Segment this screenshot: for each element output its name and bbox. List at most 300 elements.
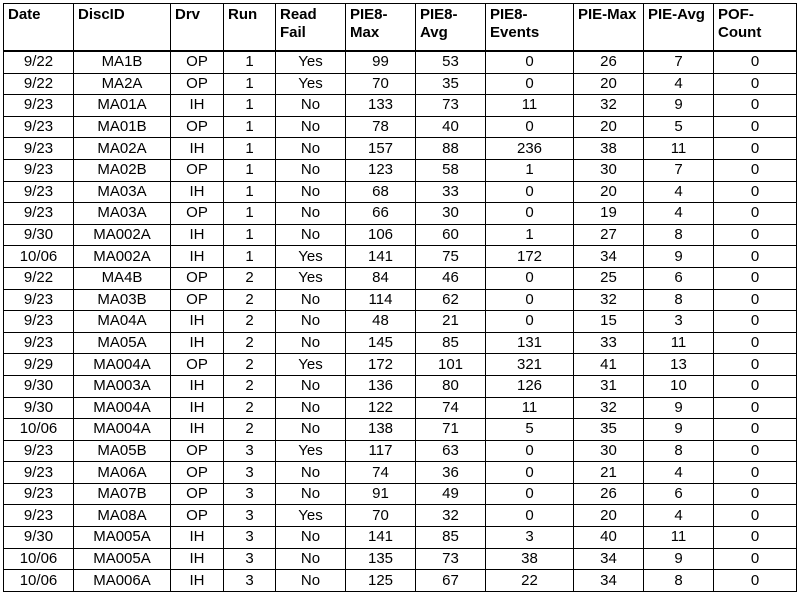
cell-pie8-events: 11: [486, 95, 574, 117]
cell-pie-max: 30: [574, 440, 644, 462]
cell-discid: MA02A: [74, 138, 171, 160]
cell-discid: MA1B: [74, 51, 171, 73]
cell-pie8-events: 321: [486, 354, 574, 376]
cell-pie8-max: 138: [346, 419, 416, 441]
cell-pof-count: 0: [714, 354, 797, 376]
header-drv: Drv: [171, 4, 224, 52]
cell-run: 2: [224, 267, 276, 289]
cell-drv: IH: [171, 332, 224, 354]
cell-pie8-avg: 67: [416, 570, 486, 592]
cell-pie-avg: 9: [644, 548, 714, 570]
cell-discid: MA01A: [74, 95, 171, 117]
cell-pie-max: 19: [574, 203, 644, 225]
cell-drv: IH: [171, 527, 224, 549]
cell-pie8-avg: 21: [416, 311, 486, 333]
cell-pie-avg: 11: [644, 138, 714, 160]
cell-pie8-avg: 75: [416, 246, 486, 268]
cell-discid: MA06A: [74, 462, 171, 484]
cell-drv: OP: [171, 73, 224, 95]
cell-read-fail: No: [276, 527, 346, 549]
cell-pie-avg: 10: [644, 375, 714, 397]
cell-pie8-avg: 35: [416, 73, 486, 95]
cell-discid: MA03B: [74, 289, 171, 311]
cell-pie8-max: 133: [346, 95, 416, 117]
cell-pie-max: 20: [574, 116, 644, 138]
cell-read-fail: No: [276, 95, 346, 117]
cell-pie-avg: 9: [644, 397, 714, 419]
cell-drv: IH: [171, 181, 224, 203]
cell-pie8-events: 0: [486, 483, 574, 505]
cell-read-fail: Yes: [276, 440, 346, 462]
header-discid: DiscID: [74, 4, 171, 52]
table-row: [4, 375, 797, 397]
cell-pie8-avg: 73: [416, 548, 486, 570]
cell-pie8-avg: 32: [416, 505, 486, 527]
cell-run: 2: [224, 332, 276, 354]
cell-read-fail: No: [276, 203, 346, 225]
cell-pie-max: 20: [574, 73, 644, 95]
cell-read-fail: Yes: [276, 246, 346, 268]
cell-run: 3: [224, 505, 276, 527]
cell-pie-max: 27: [574, 224, 644, 246]
cell-pie8-max: 141: [346, 527, 416, 549]
cell-pie-avg: 4: [644, 203, 714, 225]
cell-date: 9/23: [4, 116, 74, 138]
cell-pie8-avg: 58: [416, 159, 486, 181]
cell-drv: IH: [171, 311, 224, 333]
header-pof-count: POF-Count: [714, 4, 797, 52]
cell-pie8-max: 78: [346, 116, 416, 138]
table-row: [4, 116, 797, 138]
cell-discid: MA05A: [74, 332, 171, 354]
cell-pie8-max: 91: [346, 483, 416, 505]
cell-discid: MA05B: [74, 440, 171, 462]
cell-read-fail: No: [276, 224, 346, 246]
cell-pie8-max: 122: [346, 397, 416, 419]
cell-read-fail: No: [276, 462, 346, 484]
cell-pie8-events: 5: [486, 419, 574, 441]
cell-pie8-max: 117: [346, 440, 416, 462]
cell-run: 1: [224, 224, 276, 246]
cell-pie8-max: 123: [346, 159, 416, 181]
cell-run: 3: [224, 548, 276, 570]
cell-pie8-events: 3: [486, 527, 574, 549]
cell-pie-max: 34: [574, 548, 644, 570]
cell-drv: OP: [171, 267, 224, 289]
cell-date: 9/22: [4, 267, 74, 289]
cell-pof-count: 0: [714, 203, 797, 225]
cell-drv: OP: [171, 116, 224, 138]
cell-pof-count: 0: [714, 138, 797, 160]
cell-read-fail: No: [276, 332, 346, 354]
header-row: [4, 4, 797, 52]
cell-pie-max: 33: [574, 332, 644, 354]
cell-pof-count: 0: [714, 246, 797, 268]
cell-pie8-events: 172: [486, 246, 574, 268]
cell-pie-max: 32: [574, 95, 644, 117]
cell-pie-avg: 9: [644, 419, 714, 441]
cell-run: 1: [224, 159, 276, 181]
cell-pie8-avg: 46: [416, 267, 486, 289]
cell-pie8-avg: 71: [416, 419, 486, 441]
cell-date: 10/06: [4, 570, 74, 592]
cell-pof-count: 0: [714, 267, 797, 289]
cell-pie8-avg: 88: [416, 138, 486, 160]
cell-run: 3: [224, 570, 276, 592]
cell-read-fail: No: [276, 116, 346, 138]
cell-read-fail: No: [276, 570, 346, 592]
cell-discid: MA006A: [74, 570, 171, 592]
cell-pie8-avg: 33: [416, 181, 486, 203]
cell-pie8-max: 68: [346, 181, 416, 203]
cell-date: 9/30: [4, 527, 74, 549]
cell-date: 10/06: [4, 548, 74, 570]
cell-read-fail: No: [276, 181, 346, 203]
cell-pof-count: 0: [714, 51, 797, 73]
cell-pie8-avg: 60: [416, 224, 486, 246]
cell-discid: MA2A: [74, 73, 171, 95]
cell-pie-avg: 6: [644, 267, 714, 289]
cell-pie8-max: 157: [346, 138, 416, 160]
cell-pof-count: 0: [714, 570, 797, 592]
cell-drv: IH: [171, 570, 224, 592]
cell-read-fail: No: [276, 311, 346, 333]
cell-date: 9/23: [4, 95, 74, 117]
cell-date: 9/23: [4, 440, 74, 462]
cell-read-fail: No: [276, 289, 346, 311]
cell-pie8-events: 0: [486, 203, 574, 225]
cell-pie-max: 35: [574, 419, 644, 441]
cell-pie8-max: 99: [346, 51, 416, 73]
header-pie8-events: PIE8-Events: [486, 4, 574, 52]
cell-pie-avg: 11: [644, 527, 714, 549]
cell-pie8-avg: 36: [416, 462, 486, 484]
cell-date: 9/23: [4, 505, 74, 527]
cell-drv: OP: [171, 51, 224, 73]
cell-pof-count: 0: [714, 224, 797, 246]
cell-pie-max: 26: [574, 483, 644, 505]
table-row: [4, 419, 797, 441]
cell-pie8-events: 0: [486, 267, 574, 289]
cell-pie-max: 40: [574, 527, 644, 549]
cell-discid: MA01B: [74, 116, 171, 138]
cell-run: 2: [224, 419, 276, 441]
cell-date: 9/23: [4, 181, 74, 203]
cell-date: 9/23: [4, 203, 74, 225]
cell-read-fail: No: [276, 419, 346, 441]
cell-discid: MA03A: [74, 181, 171, 203]
cell-run: 1: [224, 246, 276, 268]
cell-drv: IH: [171, 224, 224, 246]
cell-read-fail: Yes: [276, 51, 346, 73]
cell-date: 10/06: [4, 419, 74, 441]
cell-pie8-max: 84: [346, 267, 416, 289]
cell-drv: IH: [171, 138, 224, 160]
cell-pie8-events: 1: [486, 159, 574, 181]
cell-pie8-max: 70: [346, 73, 416, 95]
cell-pie-max: 34: [574, 246, 644, 268]
table-row: [4, 181, 797, 203]
cell-pof-count: 0: [714, 505, 797, 527]
table-row: [4, 73, 797, 95]
cell-pof-count: 0: [714, 181, 797, 203]
header-date: Date: [4, 4, 74, 52]
cell-discid: MA004A: [74, 397, 171, 419]
cell-pie8-max: 135: [346, 548, 416, 570]
cell-pie8-avg: 85: [416, 332, 486, 354]
cell-drv: IH: [171, 95, 224, 117]
disc-test-table: [3, 3, 797, 592]
cell-pie8-avg: 53: [416, 51, 486, 73]
table-row: [4, 440, 797, 462]
cell-pie-avg: 4: [644, 462, 714, 484]
cell-pie8-events: 0: [486, 462, 574, 484]
cell-pie8-events: 0: [486, 311, 574, 333]
table-row: [4, 51, 797, 73]
cell-pie-max: 41: [574, 354, 644, 376]
cell-drv: OP: [171, 354, 224, 376]
cell-pie8-max: 66: [346, 203, 416, 225]
cell-drv: OP: [171, 462, 224, 484]
cell-pof-count: 0: [714, 159, 797, 181]
cell-discid: MA004A: [74, 419, 171, 441]
table-row: [4, 311, 797, 333]
cell-pie8-max: 114: [346, 289, 416, 311]
cell-pie-max: 30: [574, 159, 644, 181]
cell-run: 1: [224, 51, 276, 73]
cell-date: 9/23: [4, 483, 74, 505]
cell-date: 9/23: [4, 462, 74, 484]
cell-pie-avg: 8: [644, 440, 714, 462]
cell-pie8-events: 38: [486, 548, 574, 570]
cell-run: 2: [224, 289, 276, 311]
table-row: [4, 527, 797, 549]
cell-date: 9/23: [4, 311, 74, 333]
cell-pof-count: 0: [714, 527, 797, 549]
cell-pie-max: 34: [574, 570, 644, 592]
cell-pof-count: 0: [714, 462, 797, 484]
cell-run: 1: [224, 116, 276, 138]
table-row: [4, 289, 797, 311]
cell-read-fail: Yes: [276, 354, 346, 376]
cell-drv: OP: [171, 159, 224, 181]
cell-pie8-avg: 74: [416, 397, 486, 419]
cell-pof-count: 0: [714, 311, 797, 333]
cell-discid: MA005A: [74, 527, 171, 549]
cell-drv: IH: [171, 375, 224, 397]
cell-drv: IH: [171, 419, 224, 441]
cell-date: 9/22: [4, 73, 74, 95]
cell-date: 9/23: [4, 159, 74, 181]
cell-pof-count: 0: [714, 548, 797, 570]
cell-pof-count: 0: [714, 289, 797, 311]
cell-discid: MA4B: [74, 267, 171, 289]
table-row: [4, 95, 797, 117]
table-row: [4, 570, 797, 592]
cell-run: 2: [224, 375, 276, 397]
cell-pie8-max: 172: [346, 354, 416, 376]
cell-run: 1: [224, 181, 276, 203]
cell-pie-avg: 9: [644, 95, 714, 117]
cell-pie-avg: 7: [644, 51, 714, 73]
cell-pof-count: 0: [714, 483, 797, 505]
cell-date: 9/22: [4, 51, 74, 73]
cell-discid: MA002A: [74, 224, 171, 246]
cell-pie8-events: 0: [486, 440, 574, 462]
table-row: [4, 138, 797, 160]
table-row: [4, 483, 797, 505]
header-pie-max: PIE-Max: [574, 4, 644, 52]
cell-pie8-events: 0: [486, 181, 574, 203]
table-row: [4, 397, 797, 419]
cell-discid: MA04A: [74, 311, 171, 333]
cell-pie-avg: 8: [644, 224, 714, 246]
cell-run: 3: [224, 462, 276, 484]
cell-read-fail: No: [276, 159, 346, 181]
cell-pie8-avg: 73: [416, 95, 486, 117]
cell-read-fail: Yes: [276, 267, 346, 289]
cell-run: 3: [224, 440, 276, 462]
cell-pof-count: 0: [714, 440, 797, 462]
cell-drv: IH: [171, 246, 224, 268]
cell-pie-max: 21: [574, 462, 644, 484]
cell-run: 1: [224, 138, 276, 160]
cell-pie8-avg: 40: [416, 116, 486, 138]
cell-date: 10/06: [4, 246, 74, 268]
table-row: [4, 267, 797, 289]
header-pie8-avg: PIE8-Avg: [416, 4, 486, 52]
cell-discid: MA07B: [74, 483, 171, 505]
cell-pie-max: 20: [574, 181, 644, 203]
cell-pie-max: 31: [574, 375, 644, 397]
cell-pie8-events: 236: [486, 138, 574, 160]
cell-read-fail: Yes: [276, 73, 346, 95]
cell-drv: IH: [171, 397, 224, 419]
cell-pie-avg: 7: [644, 159, 714, 181]
cell-pof-count: 0: [714, 95, 797, 117]
cell-pie8-events: 0: [486, 73, 574, 95]
table-row: [4, 354, 797, 376]
table-row: [4, 203, 797, 225]
cell-pie8-avg: 101: [416, 354, 486, 376]
cell-pie-max: 38: [574, 138, 644, 160]
cell-drv: OP: [171, 440, 224, 462]
cell-discid: MA08A: [74, 505, 171, 527]
cell-drv: OP: [171, 289, 224, 311]
cell-pie8-avg: 63: [416, 440, 486, 462]
cell-pie8-max: 70: [346, 505, 416, 527]
cell-pof-count: 0: [714, 73, 797, 95]
cell-run: 1: [224, 95, 276, 117]
cell-pie8-events: 131: [486, 332, 574, 354]
cell-pie-avg: 8: [644, 289, 714, 311]
cell-discid: MA004A: [74, 354, 171, 376]
cell-date: 9/30: [4, 375, 74, 397]
cell-pie-max: 32: [574, 289, 644, 311]
cell-pie-avg: 8: [644, 570, 714, 592]
cell-read-fail: No: [276, 483, 346, 505]
table-row: [4, 224, 797, 246]
header-pie8-max: PIE8-Max: [346, 4, 416, 52]
cell-pie-avg: 9: [644, 246, 714, 268]
cell-read-fail: No: [276, 397, 346, 419]
cell-run: 3: [224, 527, 276, 549]
header-read-fail: Read Fail: [276, 4, 346, 52]
cell-pie8-max: 74: [346, 462, 416, 484]
cell-discid: MA003A: [74, 375, 171, 397]
cell-pie-max: 20: [574, 505, 644, 527]
cell-pie8-events: 0: [486, 116, 574, 138]
cell-pie-avg: 3: [644, 311, 714, 333]
cell-run: 1: [224, 73, 276, 95]
cell-pie8-max: 48: [346, 311, 416, 333]
cell-read-fail: Yes: [276, 505, 346, 527]
cell-pie-max: 26: [574, 51, 644, 73]
cell-read-fail: No: [276, 375, 346, 397]
cell-pie8-max: 125: [346, 570, 416, 592]
cell-date: 9/30: [4, 397, 74, 419]
cell-pie8-avg: 85: [416, 527, 486, 549]
cell-pie8-events: 0: [486, 51, 574, 73]
cell-date: 9/29: [4, 354, 74, 376]
cell-discid: MA02B: [74, 159, 171, 181]
cell-pie8-max: 136: [346, 375, 416, 397]
cell-date: 9/23: [4, 138, 74, 160]
cell-discid: MA002A: [74, 246, 171, 268]
cell-date: 9/23: [4, 332, 74, 354]
cell-pie8-events: 0: [486, 505, 574, 527]
cell-pof-count: 0: [714, 397, 797, 419]
cell-pie-avg: 6: [644, 483, 714, 505]
table-row: [4, 505, 797, 527]
cell-date: 9/30: [4, 224, 74, 246]
cell-pie8-avg: 62: [416, 289, 486, 311]
cell-drv: OP: [171, 203, 224, 225]
cell-pie8-events: 126: [486, 375, 574, 397]
cell-pie-avg: 4: [644, 181, 714, 203]
cell-pie8-max: 145: [346, 332, 416, 354]
cell-pof-count: 0: [714, 375, 797, 397]
cell-date: 9/23: [4, 289, 74, 311]
cell-pie-avg: 4: [644, 505, 714, 527]
cell-read-fail: No: [276, 138, 346, 160]
table-row: [4, 159, 797, 181]
cell-pof-count: 0: [714, 419, 797, 441]
cell-drv: IH: [171, 548, 224, 570]
cell-read-fail: No: [276, 548, 346, 570]
cell-pie-avg: 11: [644, 332, 714, 354]
cell-pof-count: 0: [714, 332, 797, 354]
cell-pie-max: 32: [574, 397, 644, 419]
cell-pie-max: 15: [574, 311, 644, 333]
cell-discid: MA03A: [74, 203, 171, 225]
cell-pof-count: 0: [714, 116, 797, 138]
cell-pie-max: 25: [574, 267, 644, 289]
cell-pie8-events: 1: [486, 224, 574, 246]
table-body: [4, 51, 797, 591]
cell-pie8-events: 11: [486, 397, 574, 419]
cell-pie8-events: 22: [486, 570, 574, 592]
cell-pie8-avg: 80: [416, 375, 486, 397]
table-row: [4, 548, 797, 570]
table-row: [4, 332, 797, 354]
cell-pie8-avg: 30: [416, 203, 486, 225]
cell-pie8-max: 106: [346, 224, 416, 246]
cell-pie8-avg: 49: [416, 483, 486, 505]
cell-pie8-max: 141: [346, 246, 416, 268]
cell-run: 1: [224, 203, 276, 225]
cell-run: 2: [224, 397, 276, 419]
